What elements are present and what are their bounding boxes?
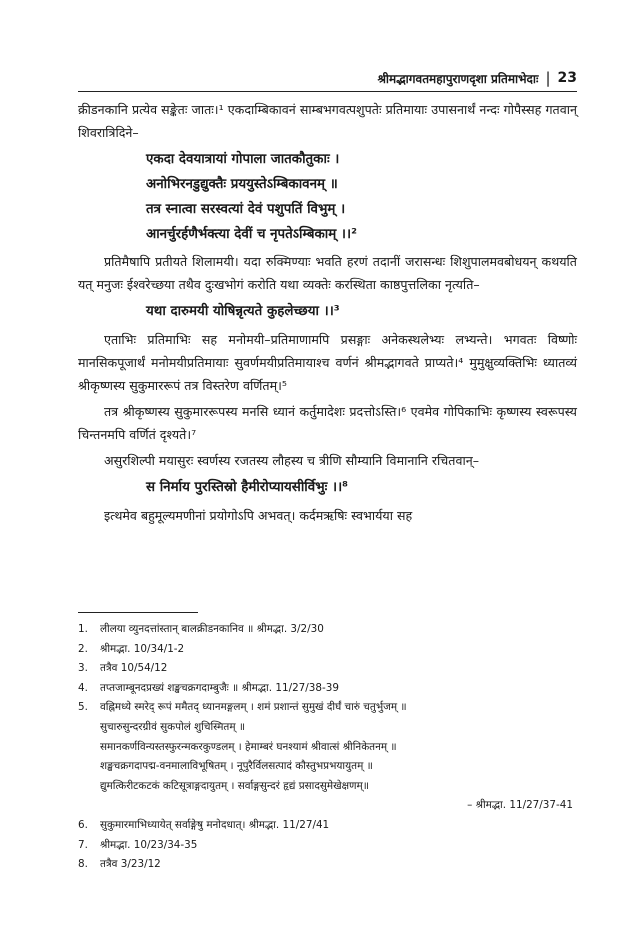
- verse-line: एकदा देवयात्रायां गोपाला जातकौतुकाः ।: [146, 152, 340, 167]
- footnote-text: लीलया व्युनदत्तांस्तान् बालक्रीडनकानिव ॥ श्रीमद्भा. 3/2/30: [100, 623, 324, 635]
- footnote-number: 5.: [78, 701, 88, 714]
- paragraph-2: प्रतिमैषापि प्रतीयते शिलामयी। यदा रुक्मिण्याः भवति हरणं तदानीं जरासन्धः शिशुपालमवबोधयन् कथयति यत् मनुजः ईश्वरेच्छया तथैव दुःखभोगं करोति यथा व्यक्तेः करस्थिता काष्ठपुत्तलिका नृत्यति–: [78, 254, 577, 292]
- footnote-text: तप्तजाम्बूनदप्रख्यं शङ्खचक्रगदाम्बुजैः ॥ श्रीमद्भा. 11/27/38-39: [100, 681, 339, 694]
- footnote-text: वह्निमध्ये स्मरेद् रूपं ममैतद् ध्यानमङ्गलम् । शमं प्रशान्तं सुमुखं दीर्घं चारुं चतुर्भुजम् ॥: [100, 701, 407, 714]
- footnote-7: [78, 836, 577, 856]
- header-rule: [78, 91, 577, 92]
- footnote-3: [78, 659, 577, 679]
- verse-line: आनर्चुरर्हणैर्भक्त्या देवीं च नृपतेऽम्बिकाम् ।।²: [146, 227, 357, 242]
- footnote-text: तत्रैव 10/54/12: [100, 662, 168, 675]
- footnote-number: 3.: [78, 662, 88, 675]
- footnotes: [78, 620, 577, 875]
- paragraph-4: तत्र श्रीकृष्णस्य सुकुमाररूपस्य मनसि ध्यानं कर्तुमादेशः प्रदत्तोऽस्ति।⁶ एवमेव गोपिकाभिः कृष्णस्य स्वरूपस्य चिन्तनमपि वर्णितं दृश्यते।⁷: [78, 404, 577, 442]
- main-text: [78, 98, 577, 530]
- footnote-4: [78, 679, 577, 699]
- running-header: [78, 66, 577, 90]
- footnote-text: तत्रैव 3/23/12: [100, 858, 161, 871]
- footnote-text: श्रीमद्भा. 10/34/1-2: [100, 642, 185, 655]
- footnote-number: 1.: [78, 623, 88, 635]
- verse-block-1: [78, 147, 577, 247]
- footnote-8: [78, 855, 577, 875]
- footnote-5-line: द्युमत्किरीटकटकं कटिसूत्राङ्गदायुतम् । सर्वाङ्गसुन्दरं हृद्यं प्रसादसुमेखेक्षणम्॥: [100, 779, 369, 792]
- verse-2: यथा दारुमयी योषिन्नृत्यते कुहलेच्छया ।।³: [146, 304, 340, 319]
- verse-3: स निर्माय पुरस्तिस्रो हैमीरोप्यायसीर्विभुः ।।⁸: [146, 480, 349, 495]
- footnote-1: [78, 620, 577, 640]
- footnote-5-line: सुचारुसुन्दरग्रीवं सुकपोलं शुचिस्मितम् ॥: [100, 720, 246, 733]
- footnote-6: [78, 816, 577, 836]
- footnote-5: [78, 698, 577, 718]
- footnote-5-line: समानकर्णविन्यस्तस्फुरन्मकरकुण्डलम् । हेमाम्बरं घनश्यामं श्रीवात्सं श्रीनिकेतनम् ॥: [100, 740, 397, 753]
- paragraph-3: एताभिः प्रतिमाभिः सह मनोमयी–प्रतिमाणामपि प्रसङ्गाः अनेकस्थलेभ्यः लभ्यन्ते। भगवतः विष्णोः मानसिकपूजार्थं मनोमयीप्रतिमायाः सुवर्णमयीप्रतिमायाश्च वर्णनं श्रीमद्भागवते प्राप्यते।⁴ मुमुक्षुव्यक्तिभिः ध्यातव्यं श्रीकृष्णस्य सुकुमाररूपं तत्र विस्तरेण वर्णितम्।⁵: [78, 332, 577, 393]
- paragraph-1: क्रीडनकानि प्रत्येव सङ्केतः जातः।¹ एकदाम्बिकावनं साम्बभगवत्पशुपतेः प्रतिमायाः उपासनार्थं नन्दः गोपैस्सह गतवान् शिवरात्रिदिने–: [78, 102, 577, 140]
- header-title: श्रीमद्भागवतमहापुराणदृशा प्रतिमाभेदाः: [377, 71, 539, 86]
- footnote-5-line: शङ्खचक्रगदापद्म-वनमालाविभूषितम् । नूपुरैर्विलसत्पादं कौस्तुभप्रभयायुतम् ॥: [100, 760, 373, 773]
- verse-line: तत्र स्नात्वा सरस्वत्यां देवं पशुपतिं विभुम् ।: [146, 202, 346, 217]
- footnote-number: 8.: [78, 858, 88, 871]
- footnote-text: श्रीमद्भा. 10/23/34-35: [100, 838, 198, 851]
- footnote-number: 2.: [78, 642, 88, 655]
- footnote-2: [78, 640, 577, 660]
- paragraph-6: इत्थमेव बहुमूल्यमणीनां प्रयोगोऽपि अभवत्। कर्दमऋषिः स्वभार्यया सह: [104, 508, 413, 523]
- footnote-text: सुकुमारमाभिध्यायेत् सर्वाङ्गेषु मनोदधात्। श्रीमद्भा. 11/27/41: [100, 818, 330, 831]
- header-separator: |: [545, 69, 551, 87]
- footnote-rule: [78, 612, 198, 613]
- page-number: 23: [557, 70, 577, 86]
- verse-line: अनोभिरनडुद्युक्तैः प्रययुस्तेऽम्बिकावनम् ॥: [146, 177, 338, 192]
- footnote-number: 4.: [78, 681, 88, 694]
- footnote-number: 7.: [78, 838, 88, 851]
- footnote-5-source: – श्रीमद्भा. 11/27/37-41: [467, 799, 573, 812]
- footnote-number: 6.: [78, 818, 88, 831]
- paragraph-5: असुरशिल्पी मयासुरः स्वर्णस्य रजतस्य लौहस्य च त्रीणि सौम्यानि विमानानि रचितवान्–: [104, 453, 480, 468]
